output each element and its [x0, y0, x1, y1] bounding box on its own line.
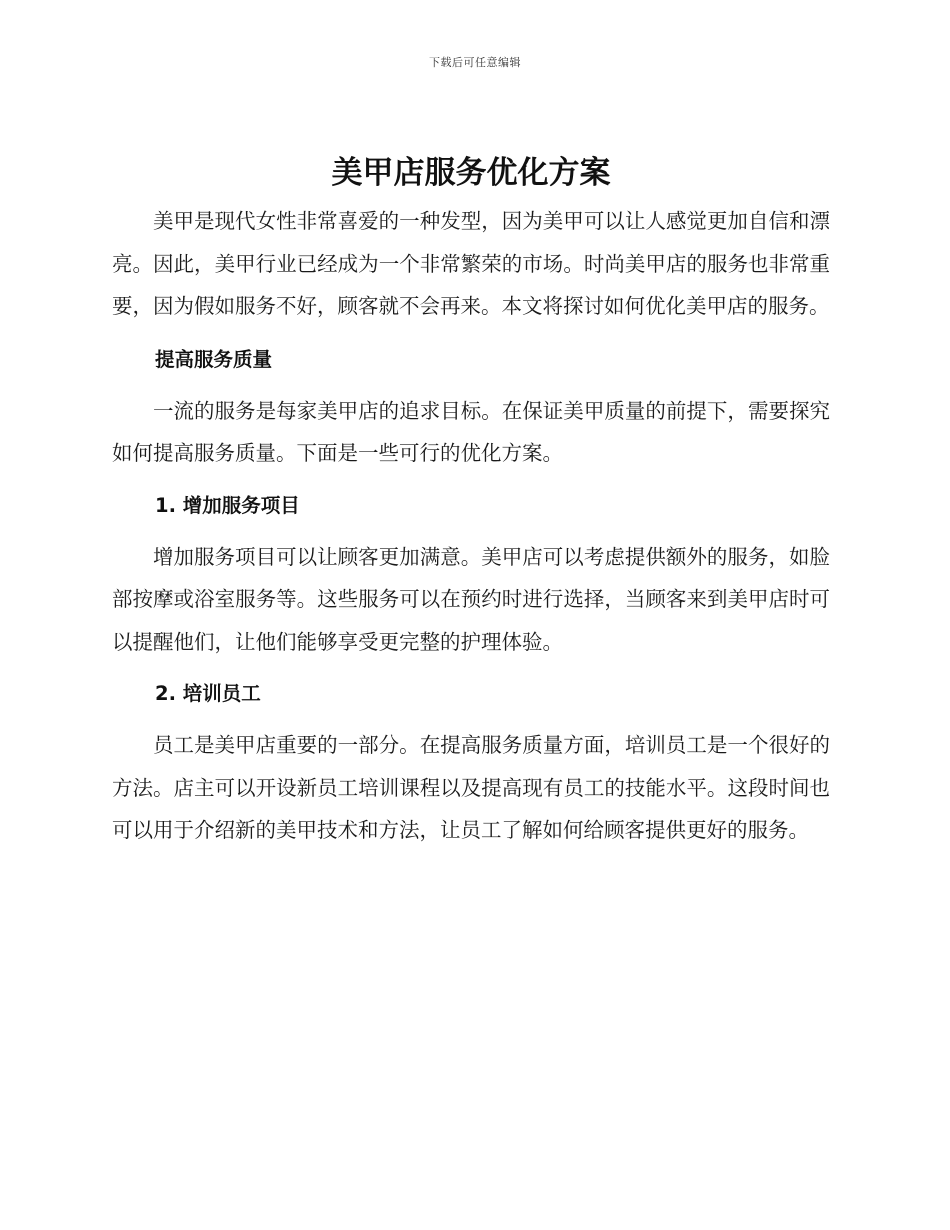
- section-intro-paragraph: 一流的服务是每家美甲店的追求目标。在保证美甲质量的前提下，需要探究如何提高服务质量。下面是一些可行的优化方案。: [112, 398, 830, 465]
- item1-heading: 1. 增加服务项目: [155, 493, 300, 517]
- item1-paragraph: 增加服务项目可以让顾客更加满意。美甲店可以考虑提供额外的服务，如脸部按摩或浴室服务等。这些服务可以在预约时进行选择，当顾客来到美甲店时可以提醒他们，让他们能够享受更完整的护理体验。: [112, 544, 830, 654]
- header-note: 下载后可任意编辑: [429, 56, 521, 69]
- document-title: 美甲店服务优化方案: [331, 155, 611, 191]
- item2-heading: 2. 培训员工: [155, 682, 261, 705]
- document-body: [112, 150, 830, 852]
- intro-paragraph: 美甲是现代女性非常喜爱的一种发型，因为美甲可以让人感觉更加自信和漂亮。因此，美甲行业已经成为一个非常繁荣的市场。时尚美甲店的服务也非常重要，因为假如服务不好，顾客就不会再来。本文将探讨如何优化美甲店的服务。: [112, 209, 830, 318]
- section-heading: 提高服务质量: [155, 347, 273, 371]
- item2-paragraph: 员工是美甲店重要的一部分。在提高服务质量方面，培训员工是一个很好的方法。店主可以开设新员工培训课程以及提高现有员工的技能水平。这段时间也可以用于介绍新的美甲技术和方法，让员工了解如何给顾客提供更好的服务。: [112, 733, 830, 842]
